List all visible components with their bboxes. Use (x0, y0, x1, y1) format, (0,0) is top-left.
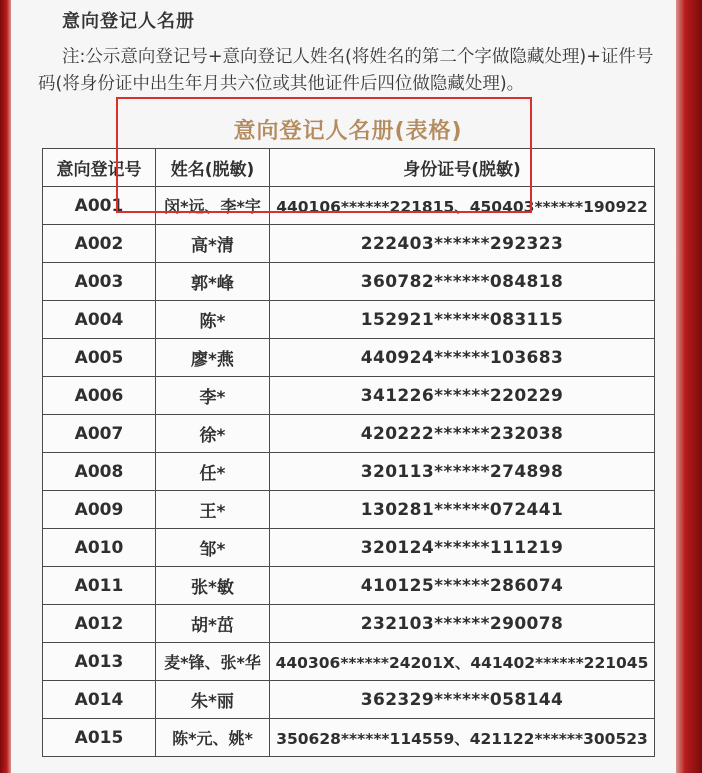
id-number-cell: 410125******286074 (270, 567, 655, 605)
table-row (43, 605, 655, 643)
table-row (43, 567, 655, 605)
registration-no-cell: A012 (43, 605, 156, 643)
name-cell: 廖*燕 (156, 339, 270, 377)
name-cell: 任* (156, 453, 270, 491)
name-cell: 陈*元、姚* (156, 719, 270, 757)
section-title: 意向登记人名册 (62, 11, 195, 32)
registration-no-cell: A006 (43, 377, 156, 415)
name-cell: 张*敏 (156, 567, 270, 605)
table-row (43, 225, 655, 263)
table-row (43, 301, 655, 339)
registration-no-cell: A015 (43, 719, 156, 757)
id-number-cell: 152921******083115 (270, 301, 655, 339)
id-number-cell: 350628******114559、421122******300523 (270, 719, 655, 757)
registration-no-cell: A007 (43, 415, 156, 453)
id-number-cell: 232103******290078 (270, 605, 655, 643)
id-number-cell: 420222******232038 (270, 415, 655, 453)
id-number-cell: 320124******111219 (270, 529, 655, 567)
registration-no-cell: A001 (43, 187, 156, 225)
table-row (43, 491, 655, 529)
table-row (43, 643, 655, 681)
id-number-cell: 320113******274898 (270, 453, 655, 491)
table-row (43, 453, 655, 491)
header-id-number: 身份证号(脱敏) (270, 149, 655, 187)
name-cell: 邹* (156, 529, 270, 567)
table-row (43, 529, 655, 567)
table-row (43, 415, 655, 453)
header-name: 姓名(脱敏) (156, 149, 270, 187)
name-cell: 陈* (156, 301, 270, 339)
registration-no-cell: A011 (43, 567, 156, 605)
name-cell: 李* (156, 377, 270, 415)
header-registration-no: 意向登记号 (43, 149, 156, 187)
name-cell: 朱*丽 (156, 681, 270, 719)
table-header-row (43, 149, 655, 187)
id-number-cell: 440106******221815、450403******190922 (270, 187, 655, 225)
id-number-cell: 362329******058144 (270, 681, 655, 719)
right-red-border (676, 0, 702, 773)
id-number-cell: 341226******220229 (270, 377, 655, 415)
registration-no-cell: A008 (43, 453, 156, 491)
name-cell: 胡*茁 (156, 605, 270, 643)
registration-no-cell: A013 (43, 643, 156, 681)
name-cell: 王* (156, 491, 270, 529)
registration-no-cell: A014 (43, 681, 156, 719)
table-row (43, 681, 655, 719)
id-number-cell: 130281******072441 (270, 491, 655, 529)
table-row (43, 263, 655, 301)
table-row (43, 377, 655, 415)
name-cell: 高*清 (156, 225, 270, 263)
name-cell: 闵*远、李*宇 (156, 187, 270, 225)
name-cell: 郭*峰 (156, 263, 270, 301)
note-text: 注:公示意向登记号+意向登记人姓名(将姓名的第二个字做隐藏处理)+证件号码(将身份证中出生年月共六位或其他证件后四位做隐藏处理)。 (38, 47, 654, 94)
table-row (43, 339, 655, 377)
registration-no-cell: A004 (43, 301, 156, 339)
table-caption: 意向登记人名册(表格) (233, 119, 463, 144)
registration-no-cell: A009 (43, 491, 156, 529)
registration-no-cell: A002 (43, 225, 156, 263)
name-cell: 麦*锋、张*华 (156, 643, 270, 681)
left-red-border (0, 0, 11, 773)
id-number-cell: 440924******103683 (270, 339, 655, 377)
table-row (43, 719, 655, 757)
id-number-cell: 360782******084818 (270, 263, 655, 301)
id-number-cell: 222403******292323 (270, 225, 655, 263)
registration-no-cell: A005 (43, 339, 156, 377)
name-cell: 徐* (156, 415, 270, 453)
registration-no-cell: A003 (43, 263, 156, 301)
register-table (42, 148, 655, 757)
registration-no-cell: A010 (43, 529, 156, 567)
table-row (43, 187, 655, 225)
id-number-cell: 440306******24201X、441402******221045 (270, 643, 655, 681)
